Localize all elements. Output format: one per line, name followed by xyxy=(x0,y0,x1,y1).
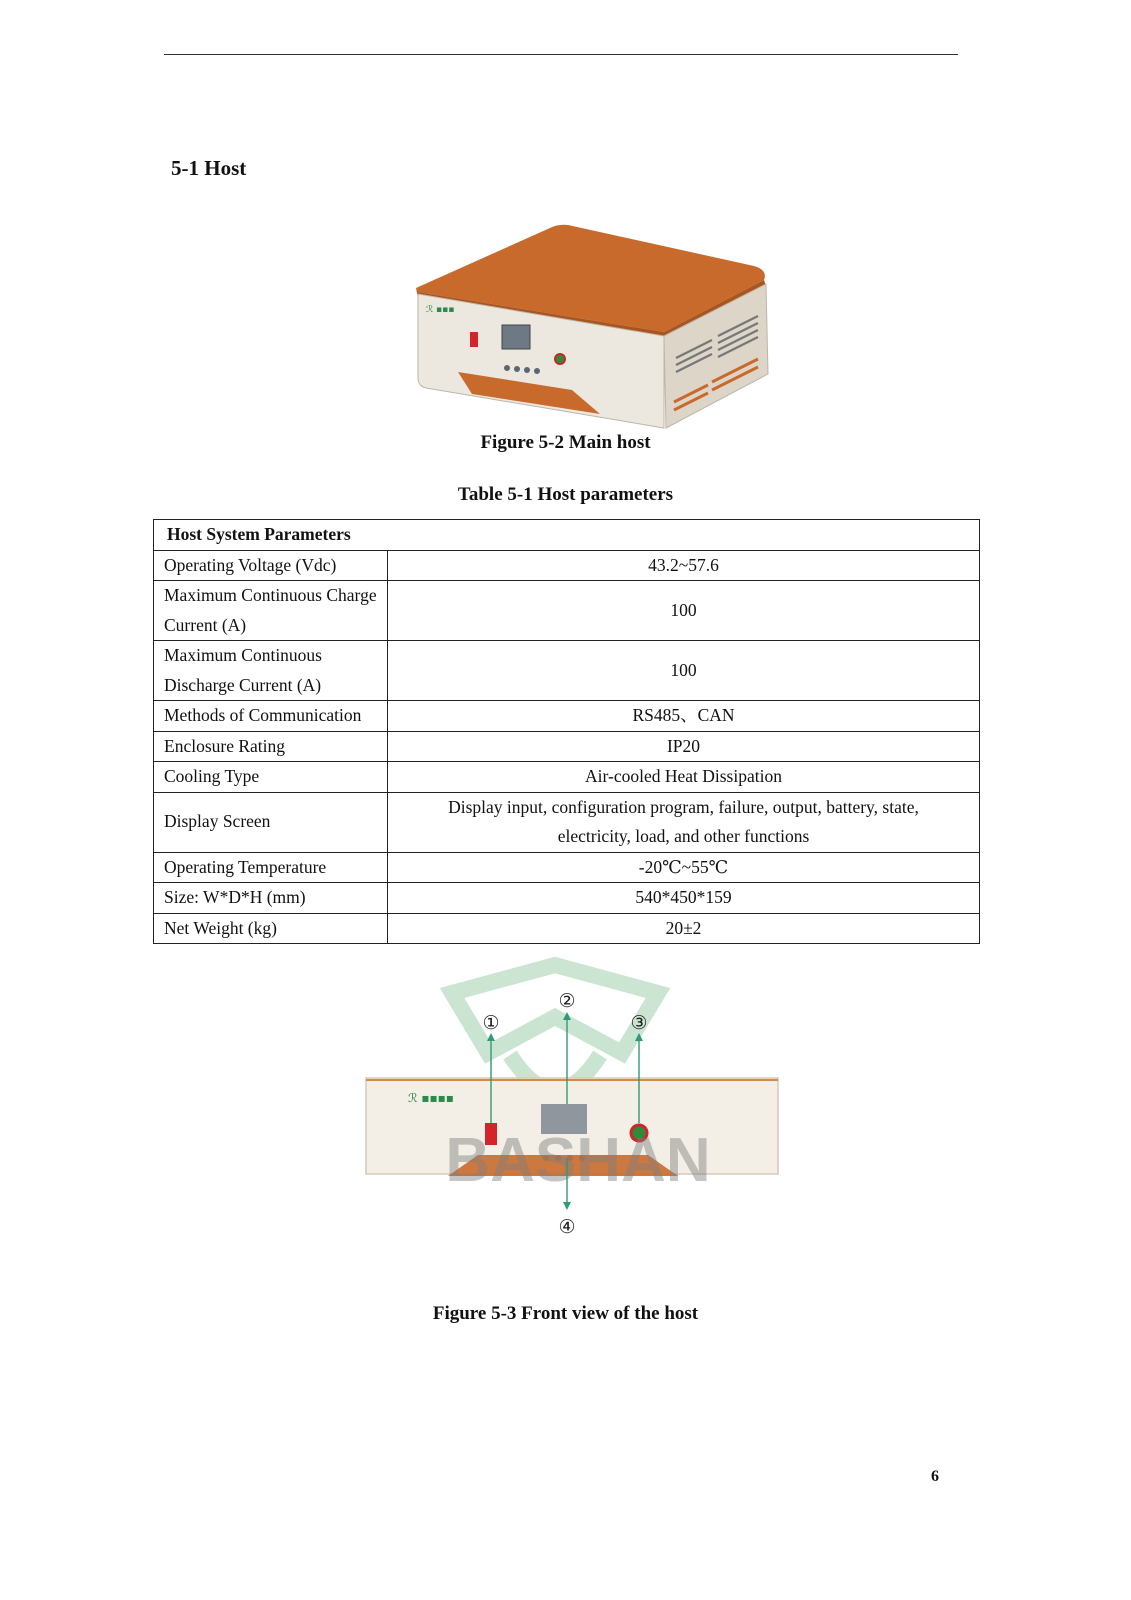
figure-5-3-caption: Figure 5-3 Front view of the host xyxy=(432,1303,699,1324)
param-value: 100 xyxy=(388,581,980,641)
table-row xyxy=(154,883,980,914)
param-label: Cooling Type xyxy=(154,762,388,793)
table-row xyxy=(154,701,980,732)
param-value: Display input, configuration program, failure, output, battery, state, electricity, load, and other functions xyxy=(388,792,980,852)
main-host-figure xyxy=(412,222,784,432)
table-row xyxy=(154,852,980,883)
param-value: RS485、CAN xyxy=(388,701,980,732)
watermark-text: BASHAN xyxy=(445,1126,711,1195)
callout-3: ③ xyxy=(630,1012,648,1034)
param-label: Enclosure Rating xyxy=(154,731,388,762)
table-header: Host System Parameters xyxy=(154,520,980,551)
brand-logo: ℛ ▪▪▪ xyxy=(426,305,455,315)
page-number: 6 xyxy=(931,1468,939,1485)
table-5-1-caption: Table 5-1 Host parameters xyxy=(457,484,674,505)
param-value: 540*450*159 xyxy=(388,883,980,914)
display-screen xyxy=(502,325,530,349)
start-button xyxy=(555,354,565,364)
param-value: -20℃~55℃ xyxy=(388,852,980,883)
table-row xyxy=(154,913,980,944)
front-view-figure xyxy=(360,955,800,1270)
table-header-row xyxy=(154,520,980,551)
callout-4: ④ xyxy=(558,1216,576,1238)
param-label: Maximum Continuous Charge Current (A) xyxy=(154,581,388,641)
brand-logo: ℛ ▪▪▪▪ xyxy=(408,1091,454,1105)
header-rule xyxy=(164,54,958,55)
param-value: 20±2 xyxy=(388,913,980,944)
param-label: Methods of Communication xyxy=(154,701,388,732)
table-row xyxy=(154,550,980,581)
param-label: Maximum Continuous Discharge Current (A) xyxy=(154,641,388,701)
table-row xyxy=(154,581,980,641)
table-row xyxy=(154,762,980,793)
param-value: IP20 xyxy=(388,731,980,762)
param-label: Operating Temperature xyxy=(154,852,388,883)
callout-1: ① xyxy=(482,1012,500,1034)
param-label: Operating Voltage (Vdc) xyxy=(154,550,388,581)
param-label: Display Screen xyxy=(154,792,388,852)
param-value: Air-cooled Heat Dissipation xyxy=(388,762,980,793)
host-parameters-table xyxy=(153,519,980,944)
param-value: 100 xyxy=(388,641,980,701)
table-row xyxy=(154,731,980,762)
power-switch xyxy=(470,332,478,347)
section-title: 5-1 Host xyxy=(171,156,247,180)
param-label: Net Weight (kg) xyxy=(154,913,388,944)
param-label: Size: W*D*H (mm) xyxy=(154,883,388,914)
callout-2: ② xyxy=(558,990,576,1012)
figure-5-2-caption: Figure 5-2 Main host xyxy=(480,432,651,453)
table-row xyxy=(154,792,980,852)
table-row xyxy=(154,641,980,701)
param-value: 43.2~57.6 xyxy=(388,550,980,581)
